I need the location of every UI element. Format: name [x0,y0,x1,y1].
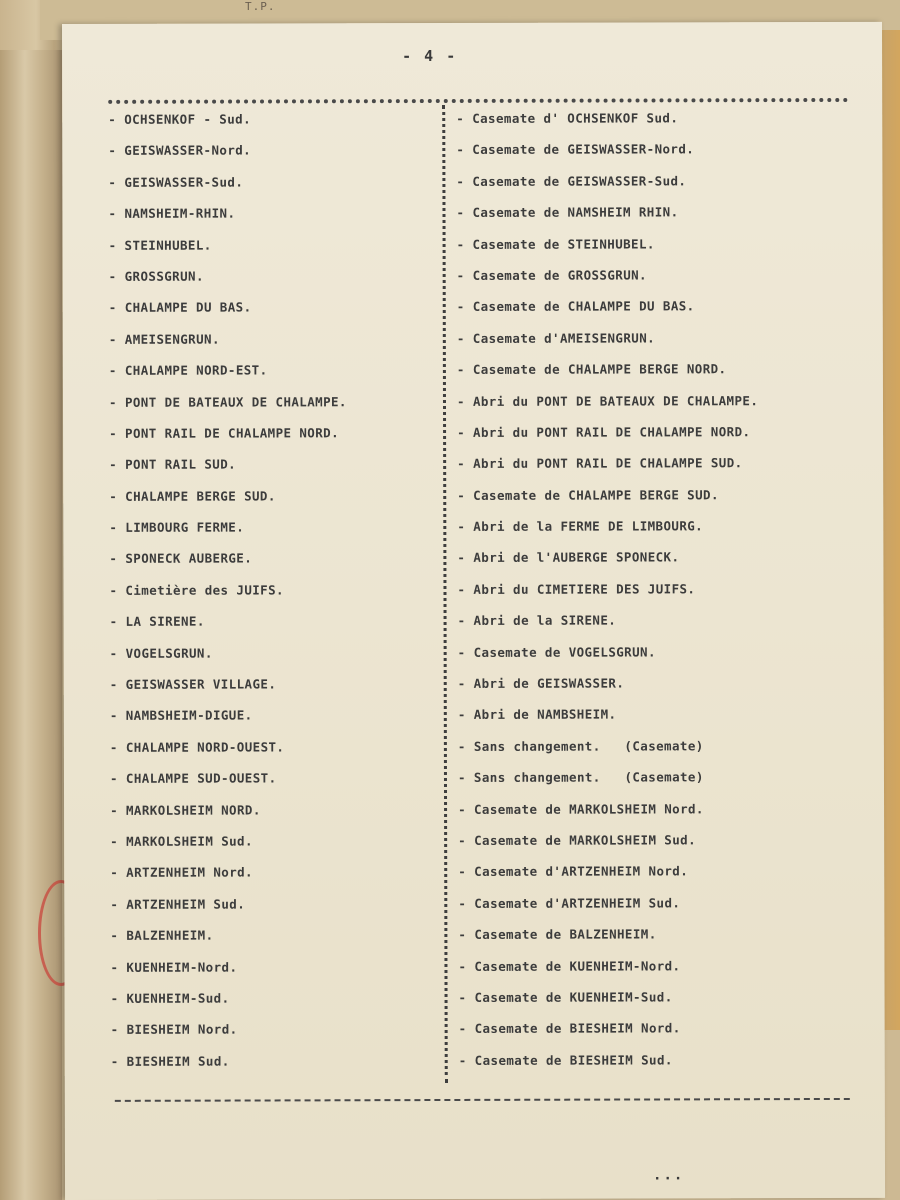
new-designation-cell [457,550,679,566]
old-name-cell [110,928,213,943]
new-designation-text: Abri du PONT RAIL DE CHALAMPE NORD. [472,424,751,440]
bullet-dash: - [458,864,467,880]
table-row [65,989,885,1023]
old-name-cell [110,959,237,974]
new-designation-cell [457,518,703,534]
old-name-text: STEINHUBEL. [124,237,212,253]
old-name-text: AMEISENGRUN. [124,331,220,347]
table-row [65,1020,885,1054]
old-name-cell [110,614,205,629]
table-row [64,738,884,772]
bullet-dash: - [457,707,466,723]
folder-edge-left [0,50,62,1200]
old-name-text: KUENHEIM-Nord. [126,959,238,975]
top-dotted-rule [108,98,848,110]
bullet-dash: - [108,331,117,347]
old-name-cell [110,676,277,691]
new-designation-text: Abri du PONT DE BATEAUX DE CHALAMPE. [472,392,759,409]
new-designation-cell [459,1052,673,1068]
table-row [62,173,882,207]
old-name-text: GEISWASSER VILLAGE. [125,676,277,692]
table-row [64,612,884,646]
old-name-cell [110,896,245,911]
new-designation-text: Casemate d'ARTZENHEIM Nord. [474,863,689,880]
old-name-cell [111,1022,238,1037]
bullet-dash: - [109,457,118,473]
bullet-dash: - [458,989,467,1005]
new-designation-cell [456,142,694,158]
old-name-cell [109,331,220,346]
bullet-dash: - [456,362,465,378]
old-name-text: CHALAMPE SUD-OUEST. [125,770,277,787]
new-designation-text: Casemate de VOGELSGRUN. [473,644,656,660]
bullet-dash: - [457,487,466,503]
bullet-dash: - [109,645,118,661]
old-name-text: KUENHEIM-Sud. [126,990,230,1006]
table-row [64,706,884,740]
old-name-text: GROSSGRUN. [124,268,204,284]
old-name-cell [109,269,204,284]
old-name-text: PONT DE BATEAUX DE CHALAMPE. [124,393,347,410]
new-designation-text: Casemate d' OCHSENKOF Sud. [472,110,679,126]
bullet-dash: - [110,959,119,975]
old-name-cell [109,237,212,252]
new-designation-cell [459,989,673,1005]
table-row [63,455,883,489]
typed-page [62,22,885,1200]
new-designation-text: Casemate de NAMSHEIM RHIN. [472,204,679,221]
bullet-dash: - [457,770,466,786]
bottom-dashed-rule [115,1098,850,1104]
old-name-cell [108,174,243,189]
bullet-dash: - [458,832,467,848]
new-designation-text: Casemate de KUENHEIM-Nord. [474,957,681,974]
table-row [65,1052,885,1086]
old-name-text: LA SIRENE. [125,613,205,630]
table-row [62,110,882,144]
bullet-dash: - [109,519,118,535]
new-designation-text: Abri de la SIRENE. [473,612,617,629]
bullet-dash: - [109,614,118,630]
old-name-text: BIESHEIM Nord. [126,1021,238,1038]
old-name-cell [109,394,347,410]
bullet-dash: - [109,771,118,787]
new-designation-cell [457,236,655,252]
old-name-cell [110,865,253,880]
bullet-dash: - [109,551,118,567]
table-row [63,487,883,521]
bullet-dash: - [458,801,467,817]
old-name-text: CHALAMPE NORD-OUEST. [125,739,285,755]
table-row [63,330,883,364]
old-name-cell [108,206,235,221]
page-number: - 4 - [402,46,458,66]
new-designation-text: Casemate de GROSSGRUN. [472,267,647,283]
bullet-dash: - [110,802,119,818]
new-designation-text: Abri du PONT RAIL DE CHALAMPE SUD. [473,455,743,472]
new-designation-text: Casemate de CHALAMPE BERGE SUD. [473,486,719,503]
bullet-dash: - [456,299,465,315]
bullet-dash: - [457,519,466,535]
bullet-dash: - [457,456,466,472]
old-name-cell [109,520,244,535]
new-designation-text: Sans changement. (Casemate) [473,738,704,754]
new-designation-cell [458,644,656,660]
new-designation-text: Casemate de GEISWASSER-Nord. [472,141,695,158]
bullet-dash: - [110,833,119,849]
new-designation-cell [458,958,680,974]
bullet-dash: - [456,393,465,409]
old-name-cell [109,488,276,503]
new-designation-cell [457,424,750,440]
new-designation-text: Casemate de BALZENHEIM. [474,926,657,943]
old-name-text: BIESHEIM Sud. [126,1053,230,1069]
old-name-cell [109,363,268,378]
bullet-dash: - [109,676,118,692]
new-designation-cell [458,927,656,943]
bullet-dash: - [110,896,119,912]
bullet-dash: - [108,206,117,222]
new-designation-text: Casemate d'AMEISENGRUN. [472,330,656,346]
bullet-dash: - [458,958,467,974]
new-designation-text: Casemate de GEISWASSER-Sud. [472,173,687,189]
table-row [64,926,884,960]
new-designation-text: Casemate de CHALAMPE DU BAS. [472,298,695,315]
new-designation-cell [458,770,704,786]
bullet-dash: - [457,613,466,629]
old-name-text: BALZENHEIM. [126,927,214,943]
table-row [63,298,883,332]
bullet-dash: - [110,928,119,944]
table-row [64,832,884,866]
table-row [64,675,884,709]
new-designation-cell [456,205,678,221]
new-designation-cell [458,676,625,691]
old-name-text: OCHSENKOF - Sud. [124,111,252,127]
old-name-text: SPONECK AUBERGE. [125,550,253,567]
bullet-dash: - [108,111,117,127]
old-name-text: NAMSHEIM-RHIN. [124,205,236,222]
bullet-dash: - [456,142,465,158]
bullet-dash: - [457,581,466,597]
table-row [63,361,883,395]
new-designation-text: Abri de GEISWASSER. [473,675,625,691]
old-name-text: CHALAMPE BERGE SUD. [125,488,276,504]
new-designation-text: Casemate de MARKOLSHEIM Nord. [473,800,704,817]
bullet-dash: - [109,739,118,755]
table-row [63,267,883,301]
new-designation-cell [456,173,686,189]
new-designation-text: Abri du CIMETIERE DES JUIFS. [473,581,696,597]
old-name-cell [110,708,253,723]
old-name-text: Cimetière des JUIFS. [125,582,284,598]
bullet-dash: - [109,488,118,504]
new-designation-text: Sans changement. (Casemate) [473,769,704,786]
old-name-text: PONT RAIL SUD. [125,456,237,473]
bullet-dash: - [457,424,466,440]
table-row [63,581,883,615]
new-designation-text: Abri de la FERME DE LIMBOURG. [473,518,704,535]
bullet-dash: - [457,738,466,754]
table-row [63,235,883,269]
old-name-cell [109,457,236,472]
new-designation-cell [458,707,617,722]
new-designation-cell [458,832,696,848]
new-designation-text: Casemate de MARKOLSHEIM Sud. [474,832,697,848]
bullet-dash: - [108,394,117,410]
old-name-cell [108,143,251,158]
old-name-cell [110,833,253,848]
old-name-text: MARKOLSHEIM NORD. [125,802,261,818]
underlying-sheet-label: T.P. [245,0,276,13]
new-designation-text: Abri de NAMBSHEIM. [473,706,617,723]
bullet-dash: - [108,174,117,190]
bullet-dash: - [457,550,466,566]
bullet-dash: - [458,1021,467,1037]
new-designation-cell [457,456,742,472]
table-row [64,643,884,677]
new-designation-cell [457,267,647,282]
bullet-dash: - [457,675,466,691]
table-row [63,392,883,426]
new-designation-text: Casemate de BIESHEIM Sud. [474,1052,673,1068]
bullet-dash: - [110,1053,119,1069]
old-name-cell [111,1053,230,1068]
old-name-cell [109,300,252,315]
bullet-dash: - [108,362,117,379]
bullet-dash: - [456,205,465,221]
old-name-cell [110,771,277,786]
bullet-dash: - [456,267,465,283]
bullet-dash: - [109,582,118,598]
bullet-dash: - [456,236,465,252]
new-designation-cell [458,801,704,817]
new-designation-cell [458,738,704,754]
new-designation-text: Abri de l'AUBERGE SPONECK. [473,549,680,566]
old-name-cell [109,551,252,566]
old-name-text: LIMBOURG FERME. [125,519,245,535]
old-name-text: ARTZENHEIM Sud. [126,896,246,912]
old-name-cell [111,991,230,1006]
bullet-dash: - [108,237,117,253]
continuation-mark: ... [652,1167,685,1184]
old-name-text: MARKOLSHEIM Sud. [126,833,253,849]
new-designation-cell [458,864,688,880]
new-designation-text: Casemate d'ARTZENHEIM Sud. [474,895,681,911]
old-name-text: CHALAMPE NORD-EST. [124,362,268,378]
bullet-dash: - [108,300,117,316]
table-row [64,957,884,991]
table-row [64,895,884,929]
new-designation-cell [457,581,695,597]
table-row [63,424,883,458]
new-designation-cell [457,299,695,315]
bullet-dash: - [457,644,466,660]
new-designation-text: Casemate de KUENHEIM-Sud. [474,989,673,1005]
bullet-dash: - [458,1052,467,1068]
old-name-text: ARTZENHEIM Nord. [126,864,253,881]
new-designation-text: Casemate de CHALAMPE BERGE NORD. [472,361,727,378]
bullet-dash: - [456,173,465,189]
new-designation-cell [459,1021,681,1037]
bullet-dash: - [458,927,467,943]
old-name-text: VOGELSGRUN. [125,645,213,661]
entries-table [62,110,885,1085]
new-designation-text: Casemate de BIESHEIM Nord. [474,1020,681,1037]
bullet-dash: - [110,865,119,881]
new-designation-cell [457,330,655,346]
new-designation-cell [456,110,678,126]
bullet-dash: - [110,990,119,1006]
table-row [64,863,884,897]
bullet-dash: - [108,143,117,159]
old-name-cell [110,802,261,817]
old-name-text: NAMBSHEIM-DIGUE. [125,707,253,724]
old-name-cell [110,739,284,754]
table-row [64,800,884,834]
old-name-text: GEISWASSER-Sud. [124,174,244,190]
bullet-dash: - [110,1022,119,1038]
new-designation-text: Casemate de STEINHUBEL. [472,236,655,252]
table-row [63,549,883,583]
table-row [64,769,884,803]
bullet-dash: - [109,708,118,724]
table-row [62,204,882,238]
new-designation-cell [458,613,617,628]
new-designation-cell [457,487,719,503]
old-name-text: PONT RAIL DE CHALAMPE NORD. [124,425,340,441]
new-designation-cell [457,361,727,377]
new-designation-cell [458,895,680,911]
old-name-cell [108,112,251,127]
old-name-cell [109,425,339,441]
table-row [62,141,882,175]
table-row [63,518,883,552]
old-name-cell [109,582,283,597]
bullet-dash: - [458,895,467,911]
old-name-text: GEISWASSER-Nord. [124,142,252,159]
bullet-dash: - [109,425,118,441]
old-name-text: CHALAMPE DU BAS. [124,299,252,316]
bullet-dash: - [456,330,465,346]
new-designation-cell [457,393,758,409]
bullet-dash: - [456,110,465,126]
bullet-dash: - [108,268,117,284]
old-name-cell [110,645,213,660]
